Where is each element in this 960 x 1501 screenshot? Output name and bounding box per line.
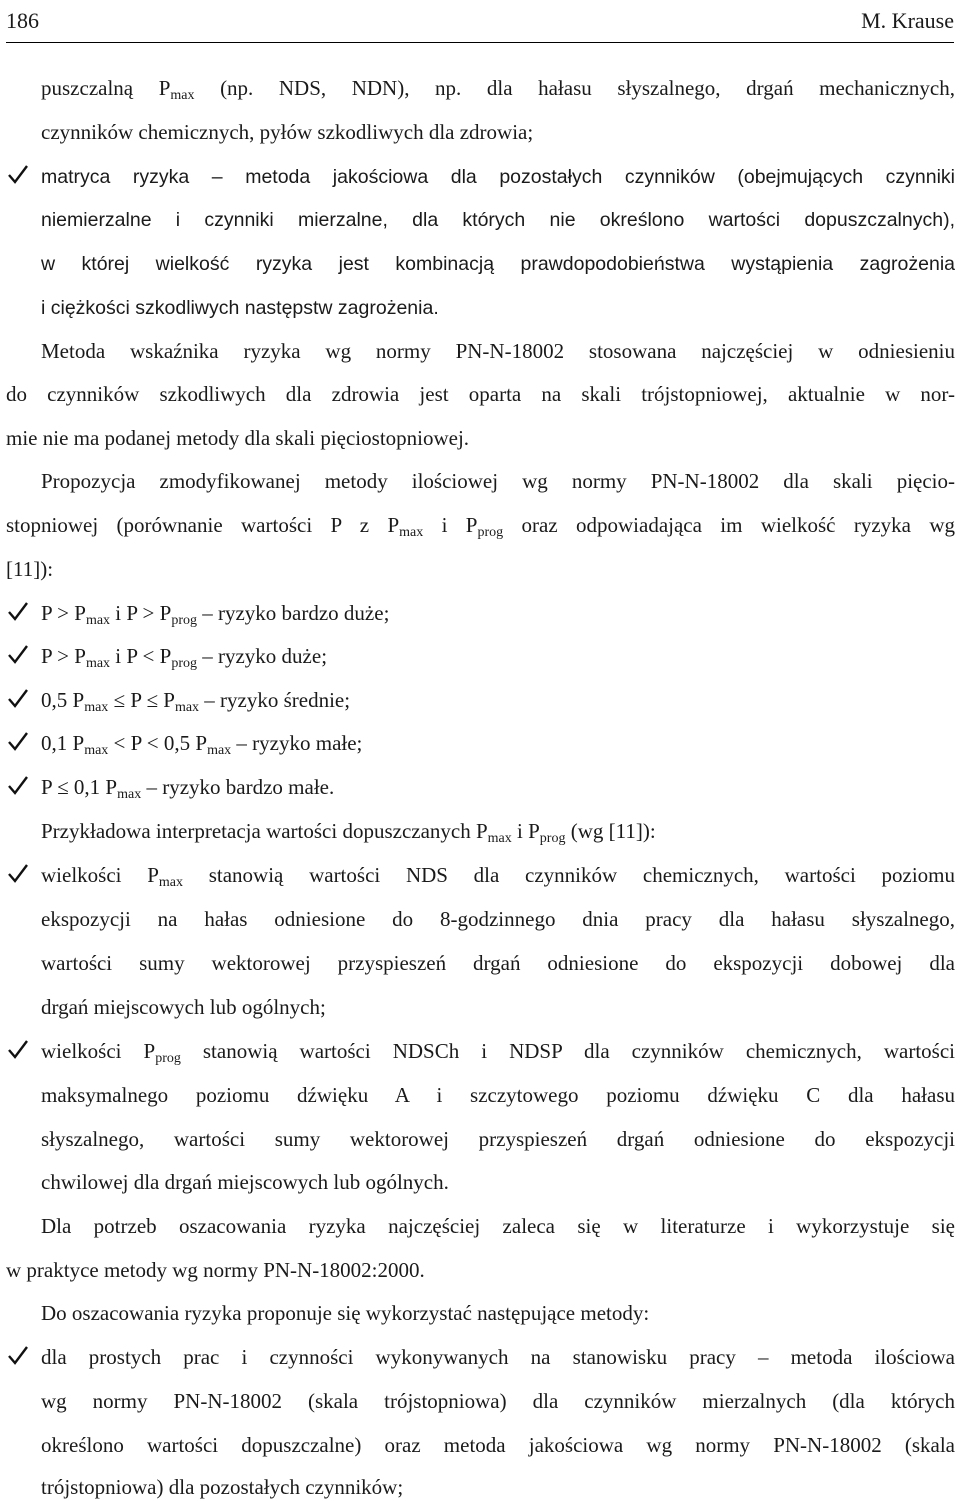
text-line: wg normy PN-N-18002 (skala trójstopniowa) dla czynników mierzalnych (dla których xyxy=(41,1389,955,1413)
text-span: (wg [11]): xyxy=(565,819,656,843)
text-line xyxy=(6,511,955,539)
text-span: oraz odpowiadająca im wielkość ryzyka wg xyxy=(503,513,955,537)
text-span: wielkości P xyxy=(41,863,159,887)
text-line: trójstopniowa) dla pozostałych czynników; xyxy=(41,1475,404,1499)
subscript: prog xyxy=(539,831,566,846)
subscript: max xyxy=(399,525,424,540)
text-span: P > P xyxy=(41,601,86,625)
risk-item xyxy=(41,773,334,801)
text-span: < P < 0,5 P xyxy=(108,731,208,755)
subscript: max xyxy=(85,656,111,671)
checkmark-icon xyxy=(7,774,29,796)
subscript: max xyxy=(84,743,109,758)
subscript: prog xyxy=(155,1051,181,1066)
text-span: – ryzyko bardzo małe. xyxy=(141,775,335,799)
text-span: – ryzyko bardzo duże; xyxy=(196,601,390,625)
text-line: słyszalnego, wartości sumy wektorowej przyspieszeń drgań odniesione do ekspozycji xyxy=(41,1127,955,1151)
text-line: dla prostych prac i czynności wykonywanych na stanowisku pracy – metoda ilościowa xyxy=(41,1345,955,1369)
page-header xyxy=(6,4,954,43)
text-span: P > P xyxy=(41,644,86,668)
checkmark-icon xyxy=(7,862,29,884)
text-span: Przykładowa interpretacja wartości dopuszczanych P xyxy=(41,819,488,843)
text-line: w praktyce metody wg normy PN-N-18002:2000. xyxy=(6,1258,425,1282)
page-number: 186 xyxy=(6,8,39,33)
checkmark-icon xyxy=(7,1038,29,1060)
text-span: stopniowej (porównanie wartości P z P xyxy=(6,513,400,537)
text-line: wartości sumy wektorowej przyspieszeń drgań odniesione do ekspozycji dobowej dla xyxy=(41,951,955,975)
subscript: max xyxy=(158,875,183,890)
text-line: i ciężkości szkodliwych następstw zagrożenia. xyxy=(41,297,439,319)
subscript: max xyxy=(170,88,195,103)
text-span: puszczalną P xyxy=(41,76,171,100)
text-span: i P > P xyxy=(110,601,172,625)
subscript: max xyxy=(487,831,512,846)
text-line: określono wartości dopuszczalne) oraz metoda jakościowa wg normy PN-N-18002 (skala xyxy=(41,1433,955,1457)
text-span: – ryzyko duże; xyxy=(196,644,328,668)
text-line xyxy=(41,861,955,889)
subscript: prog xyxy=(477,525,504,540)
text-line: Do oszacowania ryzyka proponuje się wykorzystać następujące metody: xyxy=(41,1301,650,1325)
subscript: max xyxy=(174,700,200,715)
subscript: max xyxy=(85,613,111,628)
text-span: i P xyxy=(511,819,540,843)
text-line: czynników chemicznych, pyłów szkodliwych dla zdrowia; xyxy=(41,120,534,144)
checkmark-icon xyxy=(7,600,29,622)
text-line: mie nie ma podanej metody dla skali pięciostopniowej. xyxy=(6,426,470,450)
risk-item xyxy=(41,729,362,757)
text-line: Metoda wskaźnika ryzyka wg normy PN-N-18002 stosowana najczęściej w odniesieniu xyxy=(41,339,955,363)
text-span: – ryzyko małe; xyxy=(231,731,363,755)
text-span: – ryzyko średnie; xyxy=(199,688,351,712)
text-line: maksymalnego poziomu dźwięku A i szczytowego poziomu dźwięku C dla hałasu xyxy=(41,1083,955,1107)
risk-item xyxy=(41,642,327,670)
text-line: matryca ryzyka – metoda jakościowa dla pozostałych czynników (obejmujących czynniki xyxy=(41,166,955,188)
text-line: do czynników szkodliwych dla zdrowia jest oparta na skali trójstopniowej, aktualnie w nor- xyxy=(6,382,955,406)
subscript: max xyxy=(84,700,109,715)
text-span: i P < P xyxy=(110,644,172,668)
checkmark-icon xyxy=(7,163,29,185)
text-span: P ≤ 0,1 P xyxy=(41,775,118,799)
running-author: M. Krause xyxy=(861,8,954,33)
text-line: ekspozycji na hałas odniesione do 8-godzinnego dnia pracy dla hałasu słyszalnego, xyxy=(41,907,955,931)
subscript: max xyxy=(117,787,142,802)
text-line: [11]): xyxy=(6,557,54,581)
checkmark-icon xyxy=(7,1344,29,1366)
checkmark-icon xyxy=(7,687,29,709)
text-span: ≤ P ≤ P xyxy=(108,688,175,712)
text-span: i P xyxy=(423,513,478,537)
text-line: niemierzalne i czynniki mierzalne, dla których nie określono wartości dopuszczalnych), xyxy=(41,209,955,231)
text-line: w której wielkość ryzyka jest kombinacją prawdopodobieństwa wystąpienia zagrożenia xyxy=(41,253,955,275)
text-line xyxy=(41,1037,955,1065)
text-line: drgań miejscowych lub ogólnych; xyxy=(41,995,326,1019)
text-line xyxy=(41,817,656,845)
text-line: Propozycja zmodyfikowanej metody ilościowej wg normy PN-N-18002 dla skali pięcio- xyxy=(41,469,955,493)
subscript: prog xyxy=(171,613,197,628)
risk-item xyxy=(41,686,350,714)
text-span: (np. NDS, NDN), np. dla hałasu słyszalnego, drgań mechanicznych, xyxy=(194,76,955,100)
text-line: Dla potrzeb oszacowania ryzyka najczęściej zaleca się w literaturze i wykorzystuje się xyxy=(41,1214,955,1238)
subscript: prog xyxy=(171,656,197,671)
subscript: max xyxy=(207,743,232,758)
text-span: stanowią wartości NDS dla czynników chemicznych, wartości poziomu xyxy=(183,863,955,887)
text-span: 0,1 P xyxy=(41,731,85,755)
text-span: 0,5 P xyxy=(41,688,85,712)
checkmark-icon xyxy=(7,643,29,665)
checkmark-icon xyxy=(7,730,29,752)
text-line: chwilowej dla drgań miejscowych lub ogólnych. xyxy=(41,1170,449,1194)
text-span: wielkości P xyxy=(41,1039,156,1063)
risk-item xyxy=(41,599,389,627)
text-line xyxy=(41,74,955,102)
text-span: stanowią wartości NDSCh i NDSP dla czynników chemicznych, wartości xyxy=(180,1039,955,1063)
